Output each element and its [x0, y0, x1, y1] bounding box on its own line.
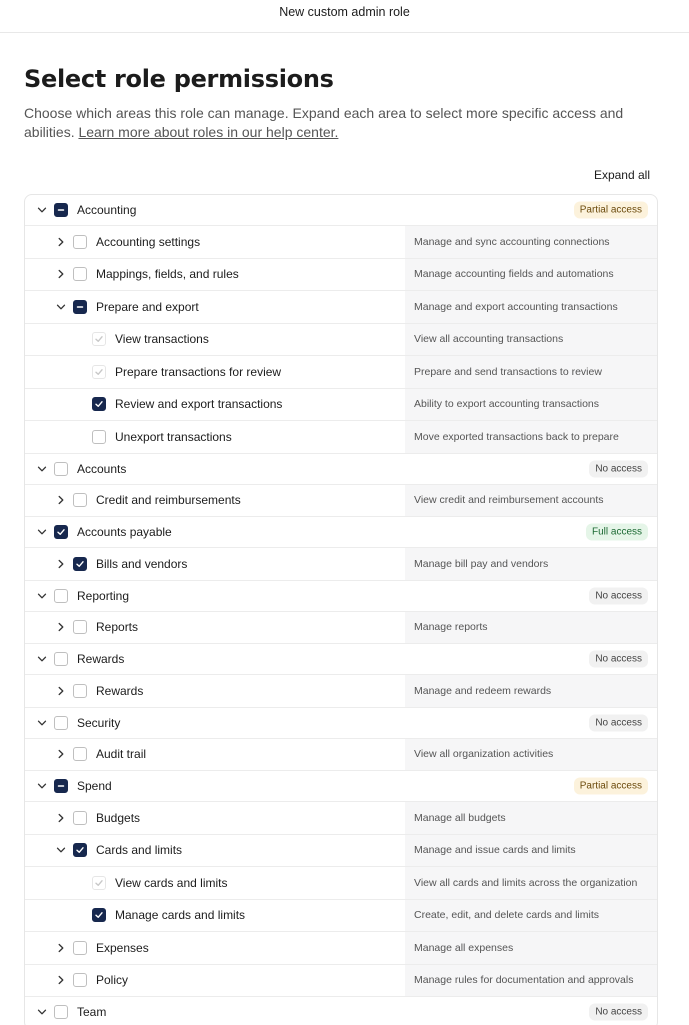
- chevron-down-icon[interactable]: [35, 1005, 49, 1019]
- chevron-down-icon[interactable]: [35, 462, 49, 476]
- permission-description: Create, edit, and delete cards and limits: [405, 900, 657, 932]
- permission-description: View all cards and limits across the organization: [405, 867, 657, 899]
- permission-label: Accounting: [77, 203, 137, 217]
- permission-label: Mappings, fields, and rules: [96, 267, 239, 282]
- description-text: Choose which areas this role can manage. Expand each area to select more specific access and abilities.: [24, 105, 624, 140]
- row-main-cell: [25, 644, 657, 674]
- access-status-badge: No access: [589, 460, 648, 477]
- permission-row: [25, 675, 657, 708]
- permission-description: Manage bill pay and vendors: [405, 548, 657, 580]
- row-main-cell: [25, 835, 405, 867]
- chevron-right-icon[interactable]: [54, 620, 68, 634]
- chevron-right-icon[interactable]: [54, 973, 68, 987]
- ability-row: [25, 867, 657, 900]
- permission-checkbox[interactable]: [54, 779, 68, 793]
- permission-description: Manage and export accounting transactions: [405, 291, 657, 323]
- ability-row: [25, 389, 657, 422]
- permission-label: Rewards: [96, 683, 144, 698]
- row-main-cell: [25, 195, 657, 225]
- permission-label: Review and export transactions: [115, 397, 283, 412]
- permission-row: [25, 965, 657, 998]
- access-status-badge: Full access: [586, 524, 648, 541]
- permission-label: View cards and limits: [115, 875, 228, 890]
- permission-checkbox: [92, 332, 106, 346]
- permission-row: [25, 226, 657, 259]
- permission-description: Manage all budgets: [405, 802, 657, 834]
- permission-row: [25, 259, 657, 292]
- permission-description: Manage rules for documentation and approvals: [405, 965, 657, 997]
- chevron-down-icon[interactable]: [54, 843, 68, 857]
- permission-description: Manage all expenses: [405, 932, 657, 964]
- ability-row: [25, 900, 657, 933]
- permission-description: Manage and redeem rewards: [405, 675, 657, 707]
- permissions-table: [24, 194, 658, 1025]
- permission-checkbox[interactable]: [73, 811, 87, 825]
- permission-checkbox: [92, 365, 106, 379]
- access-status-badge: No access: [589, 587, 648, 604]
- row-main-cell: [25, 900, 405, 932]
- row-main-cell: [25, 581, 657, 611]
- permission-group-row: [25, 195, 657, 226]
- permission-row: [25, 802, 657, 835]
- permission-checkbox[interactable]: [54, 652, 68, 666]
- permission-label: Cards and limits: [96, 843, 183, 858]
- permission-checkbox[interactable]: [54, 203, 68, 217]
- permission-label: Security: [77, 715, 121, 730]
- permission-row: [25, 485, 657, 518]
- permission-label: Prepare transactions for review: [115, 364, 282, 379]
- page-title: Select role permissions: [24, 65, 334, 93]
- permission-group-row: [25, 581, 657, 612]
- permission-description: Prepare and send transactions to review: [405, 356, 657, 388]
- permission-label: Team: [77, 1005, 107, 1019]
- permission-row: [25, 612, 657, 645]
- row-main-cell: [25, 771, 657, 801]
- chevron-right-icon[interactable]: [54, 557, 68, 571]
- permission-label: Reports: [96, 620, 139, 635]
- row-main-cell: [25, 739, 405, 771]
- page-description: [24, 104, 658, 142]
- permission-group-row: [25, 708, 657, 739]
- permission-checkbox[interactable]: [73, 684, 87, 698]
- permission-description: Manage and issue cards and limits: [405, 835, 657, 867]
- permission-checkbox[interactable]: [73, 557, 87, 571]
- permission-label: Prepare and export: [96, 299, 199, 314]
- permission-group-row: [25, 644, 657, 675]
- permission-description: Manage reports: [405, 612, 657, 644]
- chevron-down-icon[interactable]: [35, 589, 49, 603]
- permission-row: [25, 291, 657, 324]
- permission-group-row: [25, 771, 657, 802]
- row-main-cell: [25, 421, 405, 453]
- row-main-cell: [25, 259, 405, 291]
- permission-checkbox[interactable]: [54, 462, 68, 476]
- row-main-cell: [25, 389, 405, 421]
- permission-checkbox[interactable]: [73, 941, 87, 955]
- row-main-cell: [25, 965, 405, 997]
- permission-label: Spend: [77, 779, 112, 793]
- chevron-down-icon[interactable]: [35, 652, 49, 666]
- window-title: New custom admin role: [0, 0, 689, 33]
- permission-label: Reporting: [77, 588, 130, 603]
- row-main-cell: [25, 356, 405, 388]
- permission-label: View transactions: [115, 332, 209, 347]
- permission-row: [25, 739, 657, 772]
- permission-row: [25, 548, 657, 581]
- permission-label: Bills and vendors: [96, 556, 188, 571]
- toolbar: [24, 161, 658, 194]
- permission-label: Audit trail: [96, 747, 147, 762]
- chevron-right-icon[interactable]: [54, 493, 68, 507]
- row-main-cell: [25, 867, 405, 899]
- chevron-down-icon[interactable]: [35, 203, 49, 217]
- row-main-cell: [25, 675, 405, 707]
- chevron-right-icon[interactable]: [54, 811, 68, 825]
- row-main-cell: [25, 802, 405, 834]
- ability-row: [25, 421, 657, 454]
- permission-checkbox[interactable]: [73, 493, 87, 507]
- chevron-down-icon[interactable]: [35, 525, 49, 539]
- row-main-cell: [25, 612, 405, 644]
- chevron-right-icon[interactable]: [54, 684, 68, 698]
- row-main-cell: [25, 932, 405, 964]
- permission-checkbox[interactable]: [92, 430, 106, 444]
- chevron-down-icon[interactable]: [54, 300, 68, 314]
- permission-checkbox[interactable]: [54, 1005, 68, 1019]
- row-main-cell: [25, 324, 405, 356]
- chevron-down-icon[interactable]: [35, 716, 49, 730]
- permission-label: Accounting settings: [96, 234, 201, 249]
- chevron-right-icon[interactable]: [54, 267, 68, 281]
- access-status-badge: No access: [589, 1004, 648, 1021]
- permission-label: Credit and reimbursements: [96, 493, 241, 508]
- permission-description: Ability to export accounting transactions: [405, 389, 657, 421]
- permission-group-row: [25, 517, 657, 548]
- ability-row: [25, 356, 657, 389]
- permission-row: [25, 835, 657, 868]
- chevron-right-icon[interactable]: [54, 747, 68, 761]
- permission-label: Budgets: [96, 810, 141, 825]
- permission-row: [25, 932, 657, 965]
- permission-checkbox[interactable]: [92, 908, 106, 922]
- row-main-cell: [25, 708, 657, 738]
- row-main-cell: [25, 548, 405, 580]
- permission-checkbox[interactable]: [54, 589, 68, 603]
- row-main-cell: [25, 226, 405, 258]
- permission-label: Accounts: [77, 461, 127, 476]
- permission-label: Policy: [96, 973, 129, 988]
- permission-description: View all organization activities: [405, 739, 657, 771]
- permission-label: Expenses: [96, 940, 149, 955]
- row-main-cell: [25, 454, 657, 484]
- row-main-cell: [25, 997, 657, 1025]
- permission-checkbox[interactable]: [73, 235, 87, 249]
- permission-description: View credit and reimbursement accounts: [405, 485, 657, 517]
- permission-checkbox[interactable]: [73, 267, 87, 281]
- permission-label: Unexport transactions: [115, 429, 232, 444]
- permission-label: Accounts payable: [77, 525, 172, 539]
- permission-checkbox[interactable]: [73, 973, 87, 987]
- chevron-right-icon[interactable]: [54, 235, 68, 249]
- permission-description: Move exported transactions back to prepare: [405, 421, 657, 453]
- expand-all-button[interactable]: Expand all: [593, 168, 650, 182]
- permission-checkbox[interactable]: [73, 300, 87, 314]
- permission-description: Manage accounting fields and automations: [405, 259, 657, 291]
- help-center-link[interactable]: Learn more about roles in our help center.: [78, 124, 339, 140]
- permission-checkbox[interactable]: [73, 620, 87, 634]
- access-status-badge: Partial access: [574, 202, 648, 219]
- permission-checkbox[interactable]: [92, 397, 106, 411]
- row-main-cell: [25, 485, 405, 517]
- row-main-cell: [25, 517, 657, 547]
- chevron-right-icon[interactable]: [54, 941, 68, 955]
- row-main-cell: [25, 291, 405, 323]
- access-status-badge: Partial access: [574, 778, 648, 795]
- permission-group-row: [25, 997, 657, 1025]
- permission-checkbox[interactable]: [73, 843, 87, 857]
- ability-row: [25, 324, 657, 357]
- permissions-panel: [24, 33, 658, 1025]
- permission-description: View all accounting transactions: [405, 324, 657, 356]
- permission-description: Manage and sync accounting connections: [405, 226, 657, 258]
- access-status-badge: No access: [589, 714, 648, 731]
- chevron-down-icon[interactable]: [35, 779, 49, 793]
- permission-group-row: [25, 454, 657, 485]
- permission-checkbox: [92, 876, 106, 890]
- access-status-badge: No access: [589, 651, 648, 668]
- permission-checkbox[interactable]: [54, 525, 68, 539]
- permission-checkbox[interactable]: [73, 747, 87, 761]
- permission-label: Rewards: [77, 652, 125, 666]
- permission-checkbox[interactable]: [54, 716, 68, 730]
- permission-label: Manage cards and limits: [115, 908, 246, 923]
